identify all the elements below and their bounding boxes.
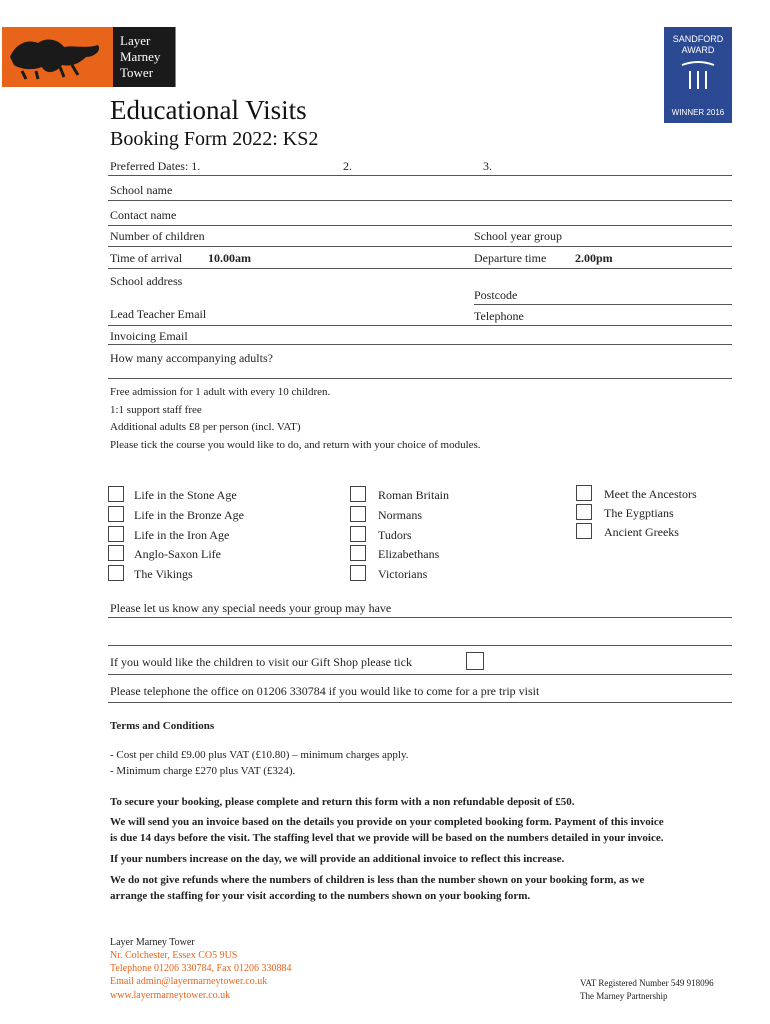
special-needs-label: Please let us know any special needs your group may have	[110, 601, 392, 615]
email-line[interactable]	[108, 325, 732, 326]
lead-teacher-email-label: Lead Teacher Email	[110, 307, 207, 321]
number-children-label: Number of children	[110, 229, 205, 243]
terms-p2a: We will send you an invoice based on the details you provide on your completed booking form. Payment of this invoice	[110, 816, 664, 828]
checkbox-elizabethans[interactable]	[350, 545, 366, 561]
arrival-value: 10.00am	[208, 251, 251, 265]
checkbox-normans[interactable]	[350, 506, 366, 522]
special-needs-line-2[interactable]	[108, 645, 732, 646]
terms-p2b: is due 14 days before the visit. The staffing level that we provide will be based on the numbers detailed in your invoice.	[110, 832, 664, 844]
course-victorians: Victorians	[378, 567, 428, 581]
preferred-dates-label: Preferred Dates: 1.	[110, 159, 201, 173]
logo-line-1: Layer	[120, 33, 151, 48]
checkbox-stone-age[interactable]	[108, 486, 124, 502]
footer-vat: VAT Registered Number 549 918096	[580, 978, 714, 988]
page-title: Educational Visits	[110, 95, 307, 125]
children-line[interactable]	[108, 246, 732, 247]
course-elizabethans: Elizabethans	[378, 547, 440, 561]
date-3-label: 3.	[483, 159, 492, 173]
accompanying-adults-label: How many accompanying adults?	[110, 351, 273, 365]
gift-shop-line	[108, 674, 732, 675]
school-name-label: School name	[110, 183, 173, 197]
postcode-line[interactable]	[474, 304, 732, 305]
invoicing-email-label: Invoicing Email	[110, 329, 188, 343]
award-line-1: SANDFORD	[672, 34, 724, 44]
preferred-dates-line[interactable]	[108, 175, 732, 176]
school-address-label: School address	[110, 274, 183, 288]
course-roman-britain: Roman Britain	[378, 488, 449, 502]
footer-website-link[interactable]: www.layermarneytower.co.uk	[110, 990, 231, 1001]
telephone-label: Telephone	[474, 309, 524, 323]
terms-item-1: - Cost per child £9.00 plus VAT (£10.80) – minimum charges apply.	[110, 749, 409, 761]
contact-name-line[interactable]	[108, 225, 732, 226]
checkbox-anglo-saxon[interactable]	[108, 545, 124, 561]
school-name-line[interactable]	[108, 200, 732, 201]
info-line-4: Please tick the course you would like to do, and return with your choice of modules.	[110, 439, 481, 451]
footer-address: Nr. Colchester, Essex CO5 9US	[110, 950, 238, 961]
postcode-label: Postcode	[474, 288, 518, 302]
departure-value: 2.00pm	[575, 251, 613, 265]
footer-email[interactable]: Email admin@layermarneytower.co.uk	[110, 976, 268, 987]
invoicing-line[interactable]	[108, 344, 732, 345]
checkbox-roman-britain[interactable]	[350, 486, 366, 502]
course-anglo-saxon: Anglo-Saxon Life	[134, 547, 221, 561]
info-line-3: Additional adults £8 per person (incl. VAT)	[110, 421, 301, 433]
course-stone-age: Life in the Stone Age	[134, 488, 237, 502]
pre-trip-label: Please telephone the office on 01206 330784 if you would like to come for a pre trip visit	[110, 684, 540, 698]
checkbox-victorians[interactable]	[350, 565, 366, 581]
checkbox-greeks[interactable]	[576, 523, 592, 539]
info-line-1: Free admission for 1 adult with every 10 children.	[110, 386, 331, 398]
course-iron-age: Life in the Iron Age	[134, 528, 230, 542]
award-line-2: AWARD	[681, 45, 715, 55]
checkbox-iron-age[interactable]	[108, 526, 124, 542]
course-ancestors: Meet the Ancestors	[604, 487, 697, 501]
info-line-2: 1:1 support staff free	[110, 404, 202, 416]
course-bronze-age: Life in the Bronze Age	[134, 508, 244, 522]
adults-line[interactable]	[108, 378, 732, 379]
time-line[interactable]	[108, 268, 732, 269]
course-tudors: Tudors	[378, 528, 412, 542]
gift-shop-checkbox[interactable]	[466, 652, 484, 670]
terms-item-2: - Minimum charge £270 plus VAT (£324).	[110, 765, 296, 777]
sandford-award-badge	[664, 27, 732, 123]
logo-line-2: Marney	[120, 49, 161, 64]
course-vikings: The Vikings	[134, 567, 193, 581]
footer-partnership: The Marney Partnership	[580, 991, 668, 1001]
terms-p1: To secure your booking, please complete and return this form with a non refundable deposit of £50.	[110, 796, 575, 808]
award-emblem-icon	[678, 59, 718, 93]
logo-text	[113, 27, 175, 87]
terms-p4a: We do not give refunds where the numbers of children is less than the number shown on your booking form, as we	[110, 874, 645, 886]
pre-trip-line	[108, 702, 732, 703]
award-line-3: WINNER 2016	[671, 108, 725, 117]
departure-label: Departure time	[474, 251, 547, 265]
footer-phone: Telephone 01206 330784, Fax 01206 330884	[110, 963, 292, 974]
gift-shop-label: If you would like the children to visit our Gift Shop please tick	[110, 655, 412, 669]
arrival-label: Time of arrival	[110, 251, 183, 265]
course-normans: Normans	[378, 508, 422, 522]
terms-heading: Terms and Conditions	[110, 720, 215, 732]
footer-org: Layer Marney Tower	[110, 937, 195, 948]
special-needs-line[interactable]	[108, 617, 732, 618]
date-2-label: 2.	[343, 159, 352, 173]
terms-p3: If your numbers increase on the day, we will provide an additional invoice to reflect this increase.	[110, 853, 565, 865]
checkbox-egyptians[interactable]	[576, 504, 592, 520]
course-greeks: Ancient Greeks	[604, 525, 679, 539]
contact-name-label: Contact name	[110, 208, 177, 222]
checkbox-bronze-age[interactable]	[108, 506, 124, 522]
lion-icon	[2, 27, 112, 87]
checkbox-tudors[interactable]	[350, 526, 366, 542]
page-subtitle: Booking Form 2022: KS2	[110, 128, 319, 150]
logo-line-3: Tower	[120, 65, 154, 80]
checkbox-ancestors[interactable]	[576, 485, 592, 501]
school-year-group-label: School year group	[474, 229, 562, 243]
checkbox-vikings[interactable]	[108, 565, 124, 581]
course-egyptians: The Eygptians	[604, 506, 674, 520]
terms-p4b: arrange the staffing for your visit according to the numbers shown on your booking form.	[110, 890, 531, 902]
